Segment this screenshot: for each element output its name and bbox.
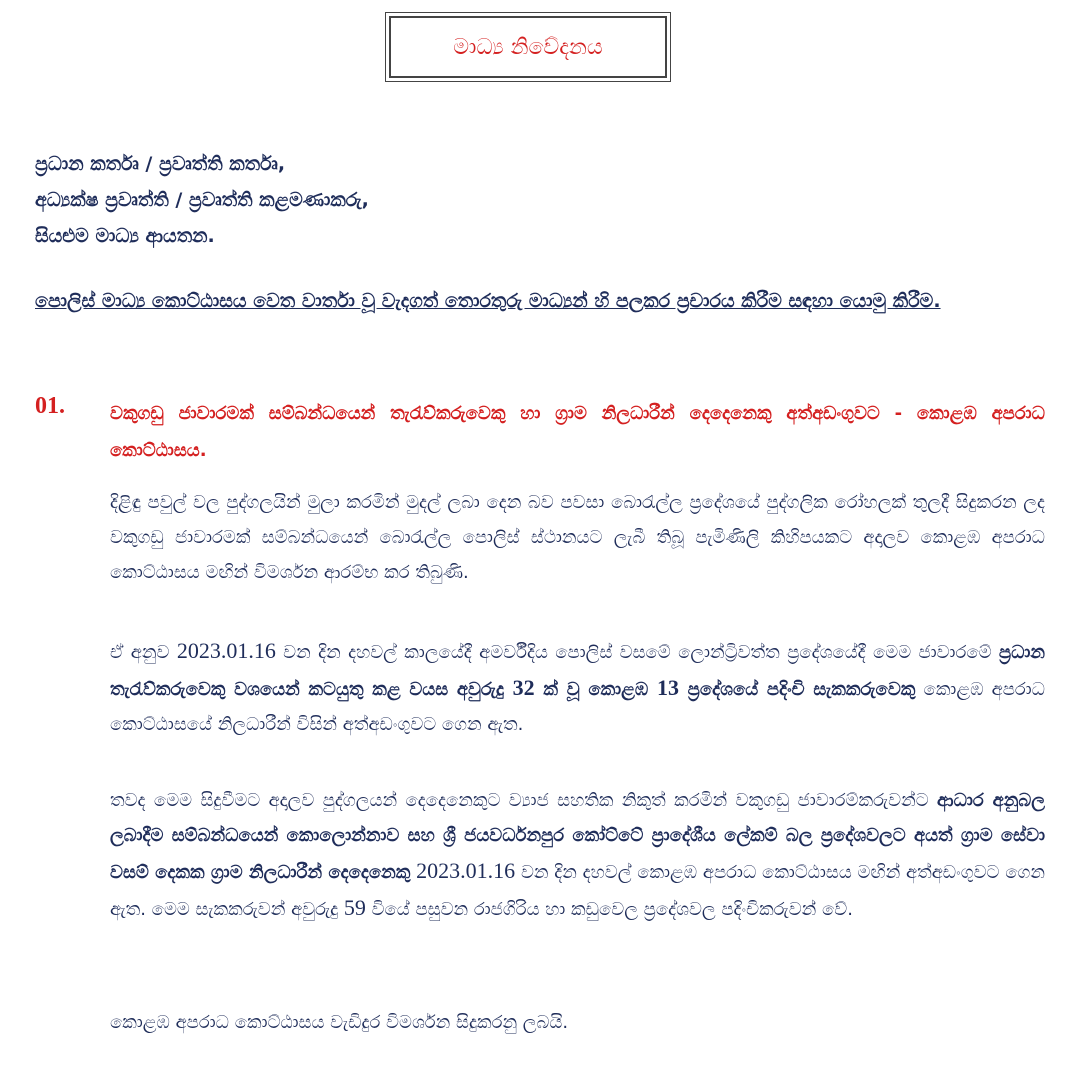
- p2-text: ඒ අනුව: [110, 642, 177, 663]
- paragraph-3: [110, 783, 1045, 927]
- p2-age: 32: [512, 675, 535, 700]
- p2-text: වන දින දහවල් කාලයේදී අමර්වීදිය පොලිස් වසමේ ලොන්ට්‍රිවත්ත ප්‍රදේශයේදී මෙම ජාවාරමේ: [275, 642, 999, 663]
- p2-bold: ප්‍රදේශයේ පදිංචි සැකකරුවෙකු: [678, 679, 916, 700]
- p3-age: 59: [343, 895, 366, 920]
- addressee-line: සියළුම මාධ්‍ය ආයතන.: [35, 225, 215, 247]
- p3-text: වියේ පසුවන රාජගිරිය හා කඩුවෙල ප්‍රදේශවල පදිංචිකරුවන් වේ.: [365, 899, 853, 920]
- subject-line: පොලිස් මාධ්‍ය කොට්ඨාසය වෙත වාර්තා වූ වැදගත් තොරතුරු මාධ්‍යන් හි පලකර ප්‍රචාරය කිරීම සඳහා යොමු කිරීම.: [35, 290, 941, 312]
- press-release-title: [389, 16, 667, 78]
- p2-text: කොළඹ අපරාධ කොට්ඨාසයේ නිලධාරීන් විසින් අත්අඩංගුවට ගෙන ඇත.: [110, 679, 1046, 735]
- p3-date: 2023.01.16: [416, 858, 516, 883]
- p2-bold: ප්‍රධාන තැරැව්කරුවෙකු වශයෙන් කටයුතු කළ වයස අවුරුදු: [110, 642, 1045, 700]
- addressee-line: අධ්‍යක්ෂ ප්‍රවෘත්ති / ප්‍රවෘත්ති කළමණාකරු,: [35, 189, 369, 211]
- paragraph-1: දිළිඳු පවුල් වල පුද්ගලයින් මුලා කරමින් මුදල් ලබා දෙන බව පවසා බොරැල්ල ප්‍රදේශයේ පුද්ගලික රෝහලක් තුලදී සිදුකරන ලද වකුගඩු ජාවාරමක් සම්බන්ධයෙන් බොරැල්ල පොලිස් ස්ථානයට ලැබී තිබූ පැමිණිලි කිහිපයකට අදාලව කොළඹ අපරාධ කොට්ඨාසය මඟින් විමර්ශන ආරම්භ කර තිබුණි.: [110, 492, 1045, 583]
- p3-bold: ආධාර අනුබල ලබාදීම සම්බන්ධයෙන් කොලොන්නාව සහ ශ්‍රී ජයවර්ධනපුර කෝට්ටේ ප්‍රාදේශීය ලේකම් බල ප්‍රදේශවලට අයත් ග්‍රාම සේවා වසම් දෙකක ග්‍රාම නිලධාරීන් දෙදෙනෙකු: [110, 790, 1045, 883]
- p2-date: 2023.01.16: [176, 638, 276, 663]
- p3-text: වන දින දහවල් කොළඹ අපරාධ කොට්ඨාසය මඟින් අත්අඩංගුවට ගෙන ඇත. මෙම සැකකරුවන් අවුරුදු: [110, 862, 1045, 920]
- p3-text: තවද මෙම සිදුවීමට අදාලව පුද්ගලයන් දෙදෙනෙකුට ව්‍යාජ සහතික නිකුත් කරමින් වකුගඩු ජාවාරම්කරුවන්ට: [110, 790, 938, 811]
- paragraph-2: [110, 633, 1045, 742]
- title-text: මාධ්‍ය නිවේදනය: [453, 34, 603, 60]
- paragraph-4: කොළඹ අපරාධ කොට්ඨාසය වැඩිදුර විමර්ශන සිදුකරනු ලබයි.: [110, 1012, 569, 1033]
- item-title: වකුගඩු ජාවාරමක් සම්බන්ධයෙන් තැරැව්කරුවෙකු හා ග්‍රාම නිලධාරීන් දෙදෙනෙකු අත්අඩංගුවට - කොළඹ අපරාධ කොට්ඨාසය.: [110, 403, 1045, 461]
- addressee-line: ප්‍රධාන කර්තෘ / ප්‍රවෘත්ති කර්තෘ,: [35, 153, 286, 175]
- addressee-block: [35, 146, 369, 254]
- p2-zone: 13: [656, 675, 679, 700]
- p2-bold: ක් වූ කොළඹ: [534, 679, 657, 700]
- item-number: 01.: [35, 393, 65, 419]
